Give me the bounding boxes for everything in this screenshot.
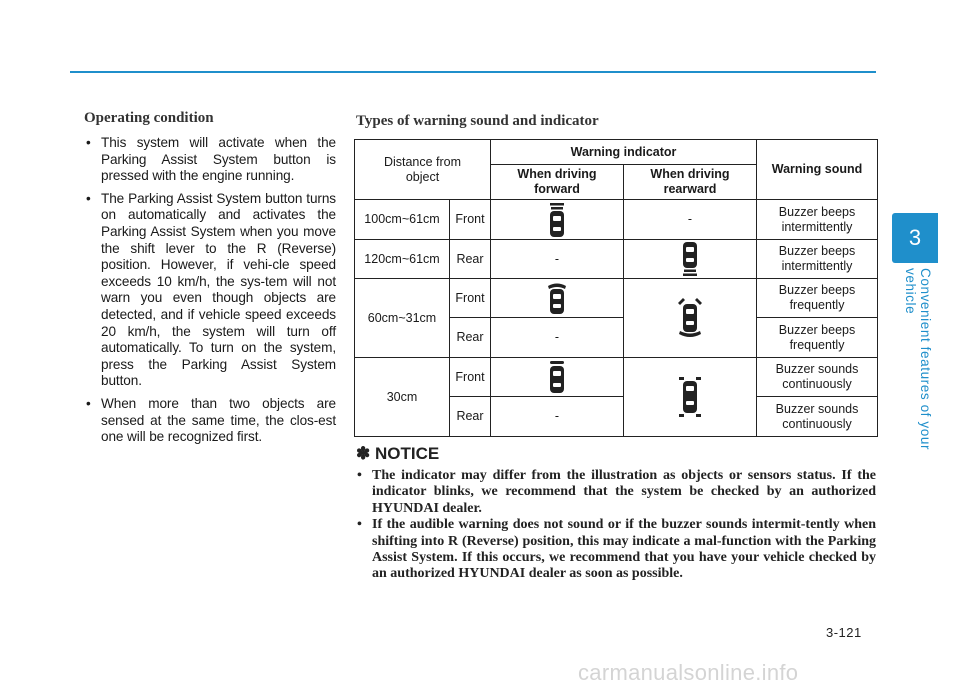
distance-cell: 120cm~61cm — [355, 240, 450, 279]
table-row — [355, 358, 878, 397]
car-front-warning-icon — [548, 203, 566, 237]
sound-label: Buzzer beeps frequently — [778, 283, 856, 312]
forward-indicator-cell: - — [491, 397, 624, 437]
distance-cell: 30cm — [355, 358, 450, 437]
notice-list — [356, 468, 876, 583]
car-all-around-warning-icon — [675, 297, 705, 339]
header-distance-label: Distance from object — [383, 154, 462, 184]
rearward-indicator-cell: - — [624, 200, 757, 240]
forward-indicator-cell — [491, 358, 624, 397]
table-row — [355, 240, 878, 279]
list-item: • The indicator may differ from the illustration as objects or sensors status. If the indicator blinks, we recommend that the system be checked by an authorized HYUNDAI dealer. — [356, 468, 876, 517]
distance-cell: 60cm~31cm — [355, 279, 450, 358]
car-rear-warning-icon — [681, 242, 699, 276]
table-title: Types of warning sound and indicator — [356, 113, 599, 129]
distance-cell: 100cm~61cm — [355, 200, 450, 240]
rearward-indicator-cell — [624, 240, 757, 279]
sound-cell — [757, 279, 878, 318]
sound-label: Buzzer sounds continuously — [775, 362, 859, 391]
page-number: 3-121 — [826, 625, 862, 640]
car-all-around-close-warning-icon — [677, 377, 703, 417]
table-row — [355, 279, 878, 318]
direction-cell: Front — [450, 200, 491, 240]
header-forward-label: When driving forward — [517, 167, 597, 196]
rearward-indicator-cell — [624, 279, 757, 358]
header-rearward-label: When driving rearward — [650, 167, 730, 196]
operating-condition-list — [84, 135, 336, 446]
warning-table — [354, 139, 878, 437]
direction-cell: Front — [450, 358, 491, 397]
list-item: • This system will activate when the Parking Assist System button is pressed with the engine running. — [84, 135, 336, 185]
list-item: • When more than two objects are sensed at the same time, the clos-est one will be recognized first. — [84, 396, 336, 446]
header-warning-sound: Warning sound — [757, 140, 878, 200]
direction-cell: Front — [450, 279, 491, 318]
watermark: carmanualsonline.info — [578, 660, 799, 685]
rearward-indicator-cell — [624, 358, 757, 437]
header-warning-indicator: Warning indicator — [491, 140, 757, 165]
list-item: • The Parking Assist System button turns on automatically and activates the Parking Assist System when you move the shift lever to the R (Reverse) position. However, if vehi-cle speed exceeds 10 km/h, the sys-tem will not warn you even though objects are detected, and if vehicle speed exceeds 20 km/h, the system will turn off automatically. To turn on the system, press the Parking Assist System button. — [84, 191, 336, 390]
forward-indicator-cell: - — [491, 240, 624, 279]
sound-cell — [757, 397, 878, 437]
list-item: • If the audible warning does not sound or if the buzzer sounds intermit-tently when shifting into R (Reverse) position, this may indicate a mal-function with the Parking Assist System. If this occurs, we recommend that you have your vehicle checked by an authorized HYUNDAI dealer as soon as possible. — [356, 517, 876, 583]
notice-title: ✽ NOTICE — [356, 444, 440, 463]
sound-label: Buzzer beeps intermittently — [778, 204, 856, 234]
chapter-title: Convenient features of your vehicle — [903, 268, 933, 451]
car-front-corner-warning-icon — [546, 282, 568, 314]
header-distance — [355, 140, 491, 200]
car-front-close-warning-icon — [548, 361, 566, 393]
sound-label: Buzzer beeps intermittently — [778, 244, 856, 273]
sound-cell — [757, 358, 878, 397]
direction-cell: Rear — [450, 240, 491, 279]
direction-cell: Rear — [450, 397, 491, 437]
operating-condition-heading: Operating condition — [84, 110, 214, 126]
sound-cell — [757, 318, 878, 358]
sound-label: Buzzer sounds continuously — [775, 401, 859, 431]
table-row — [355, 200, 878, 240]
forward-indicator-cell: - — [491, 318, 624, 358]
sound-label: Buzzer beeps frequently — [778, 322, 856, 352]
header-forward — [491, 165, 624, 200]
operating-condition-section — [84, 110, 336, 452]
sound-cell — [757, 240, 878, 279]
forward-indicator-cell — [491, 200, 624, 240]
sound-cell — [757, 200, 878, 240]
forward-indicator-cell — [491, 279, 624, 318]
direction-cell: Rear — [450, 318, 491, 358]
header-rearward — [624, 165, 757, 200]
top-rule — [70, 71, 876, 73]
chapter-number-tab — [892, 213, 938, 263]
chapter-number: 3 — [908, 225, 922, 250]
